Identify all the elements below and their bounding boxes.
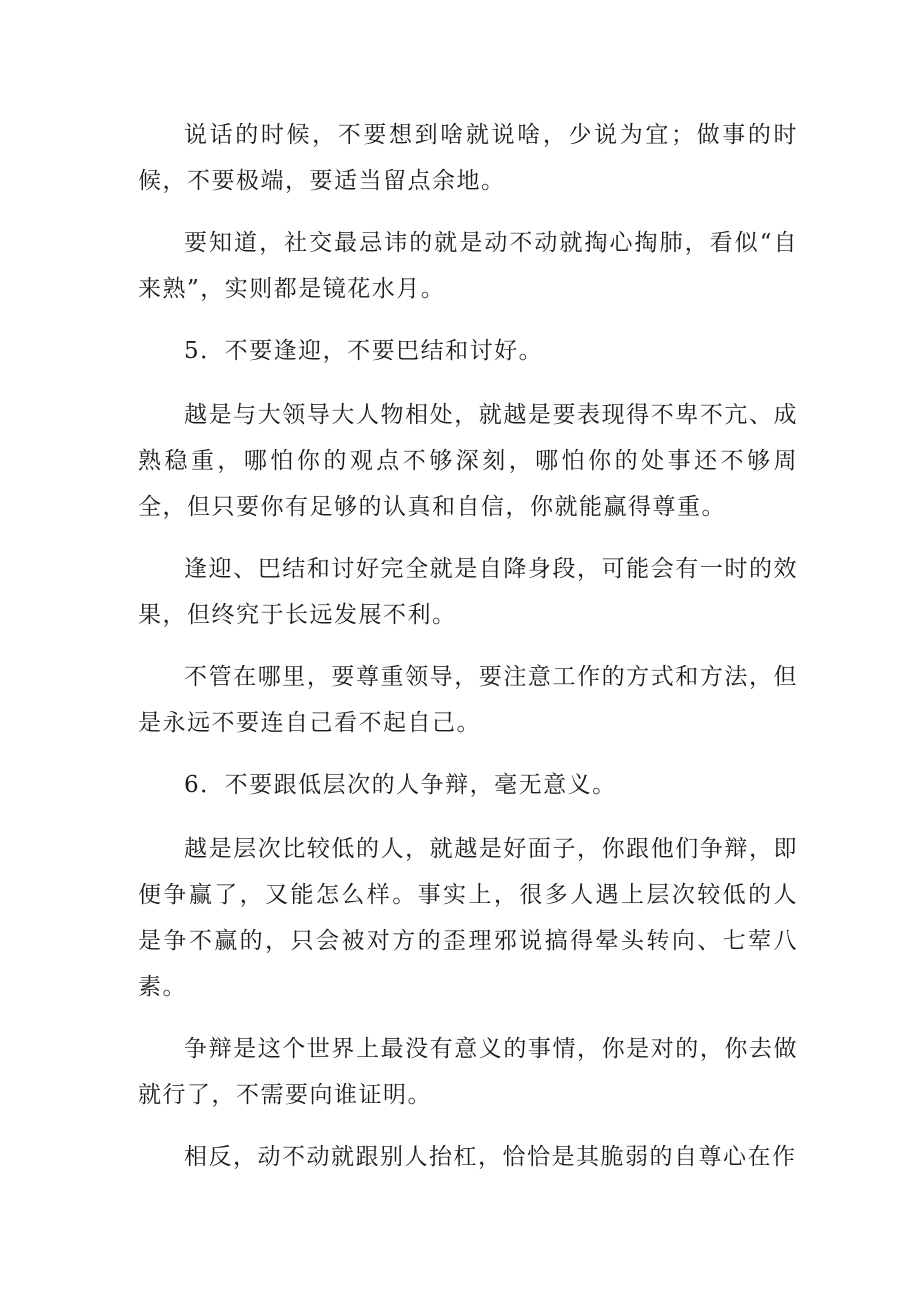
paragraph-6: 越是层次比较低的人，就越是好面子，你跟他们争辩，即便争赢了，又能怎么样。事实上，很多人遇上层次较低的人是争不赢的，只会被对方的歪理邪说搞得晕头转向、七荤八素。	[138, 836, 798, 1000]
section-heading-6: 6．不要跟低层次的人争辩，毫无意义。	[184, 772, 617, 798]
paragraph-1: 说话的时候，不要想到啥就说啥，少说为宜；做事的时候，不要极端，要适当留点余地。	[138, 122, 798, 194]
paragraph-7: 争辩是这个世界上最没有意义的事情，你是对的，你去做就行了，不需要向谁证明。	[138, 1036, 798, 1108]
paragraph-4: 逢迎、巴结和讨好完全就是自降身段，可能会有一时的效果，但终究于长远发展不利。	[138, 556, 798, 628]
paragraph-3: 越是与大领导大人物相处，就越是要表现得不卑不亢、成熟稳重，哪怕你的观点不够深刻，哪怕你的处事还不够周全，但只要你有足够的认真和自信，你就能赢得尊重。	[138, 402, 798, 520]
paragraph-2: 要知道，社交最忌讳的就是动不动就掏心掏肺，看似“自来熟”，实则都是镜花水月。	[138, 230, 798, 302]
paragraph-8: 相反，动不动就跟别人抬杠，恰恰是其脆弱的自尊心在作	[184, 1144, 797, 1170]
document-body	[138, 112, 798, 1196]
section-heading-5: 5．不要逢迎，不要巴结和讨好。	[184, 338, 544, 364]
paragraph-5: 不管在哪里，要尊重领导，要注意工作的方式和方法，但是永远不要连自己看不起自己。	[138, 664, 798, 736]
